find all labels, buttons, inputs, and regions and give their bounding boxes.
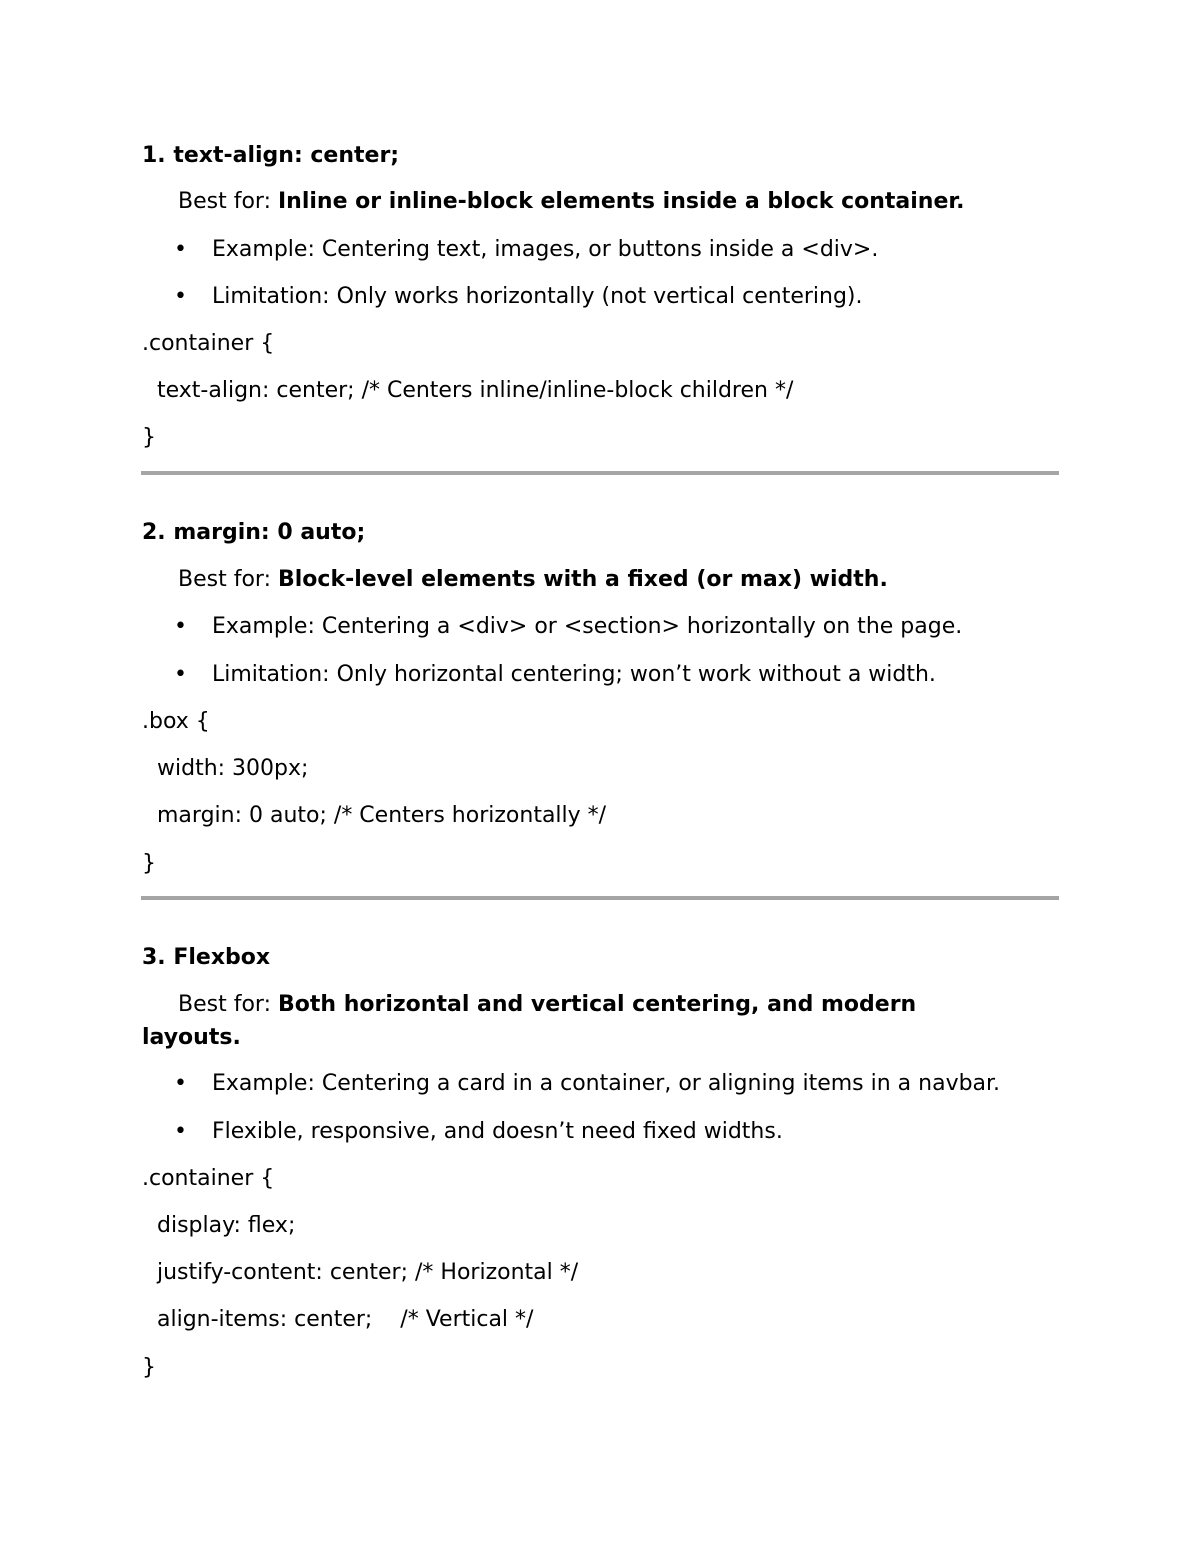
section-1-code-line: text-align: center; /* Centers inline/inline-block children */ xyxy=(157,378,794,403)
section-3-title: 3. Flexbox xyxy=(142,945,271,970)
section-1-bullet-example: • Example: Centering text, images, or buttons inside a <div>. xyxy=(212,236,878,264)
section-1-code-line: .container { xyxy=(142,331,275,356)
section-2-bullet-example: • Example: Centering a <div> or <section> horizontally on the page. xyxy=(212,613,962,641)
best-for-value: Both horizontal and vertical centering, and modern layouts. xyxy=(142,992,917,1050)
section-3-best-for xyxy=(142,988,982,1054)
section-3-code-line: .container { xyxy=(142,1166,275,1191)
best-for-label: Best for: xyxy=(178,992,278,1017)
section-divider xyxy=(141,896,1059,900)
section-1-title: 1. text-align: center; xyxy=(142,143,400,168)
section-2-code-line: } xyxy=(142,851,156,876)
best-for-value: Block-level elements with a fixed (or max) width. xyxy=(277,567,888,592)
best-for-label: Best for: xyxy=(178,567,278,592)
section-2-code-line: margin: 0 auto; /* Centers horizontally */ xyxy=(157,803,607,828)
section-3-code-line: justify-content: center; /* Horizontal */ xyxy=(157,1260,579,1285)
section-3-bullet-example: • Example: Centering a card in a container, or aligning items in a navbar. xyxy=(212,1070,1000,1098)
best-for-value: Inline or inline-block elements inside a block container. xyxy=(277,189,965,214)
section-divider xyxy=(141,471,1059,475)
section-3-code-line: align-items: center; /* Vertical */ xyxy=(157,1307,534,1332)
section-3-code-line: display: flex; xyxy=(157,1213,296,1238)
section-2-bullet-limitation: • Limitation: Only horizontal centering; won’t work without a width. xyxy=(212,661,936,689)
section-3-code-line: } xyxy=(142,1355,156,1380)
section-3-bullet-flexible: • Flexible, responsive, and doesn’t need fixed widths. xyxy=(212,1118,783,1146)
section-2-code-line: width: 300px; xyxy=(157,756,309,781)
best-for-label: Best for: xyxy=(178,189,278,214)
section-2-code-line: .box { xyxy=(142,709,210,734)
section-2-best-for xyxy=(178,566,888,594)
section-1-code-line: } xyxy=(142,425,156,450)
section-1-best-for xyxy=(178,188,964,216)
section-2-title: 2. margin: 0 auto; xyxy=(142,520,366,545)
section-1-bullet-limitation: • Limitation: Only works horizontally (not vertical centering). xyxy=(212,283,863,311)
